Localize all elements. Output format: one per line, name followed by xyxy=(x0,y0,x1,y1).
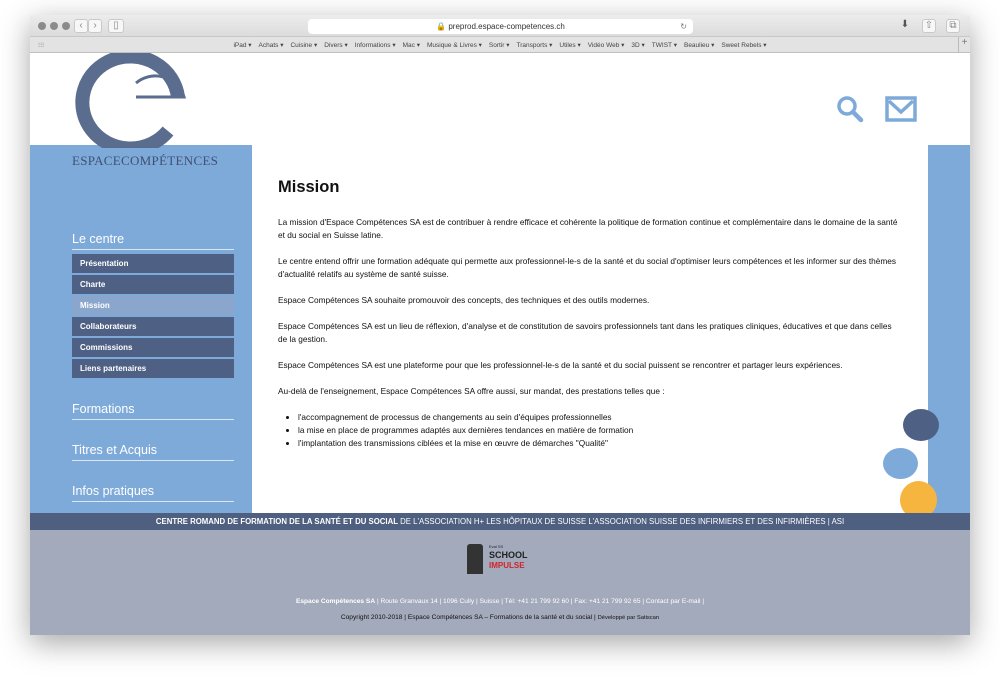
sidebar-item-charte[interactable]: Charte xyxy=(72,275,234,294)
new-tab-button[interactable]: + xyxy=(958,37,970,52)
contact-link[interactable]: Contact par E-mail xyxy=(645,598,701,605)
sidebar-item-mission[interactable]: Mission xyxy=(72,296,234,315)
minimize-button[interactable] xyxy=(50,22,58,30)
forward-button[interactable]: › xyxy=(88,19,102,33)
footer-copyright: Copyright 2010-2018 | Espace Compétences SA – Formations de la santé et du social | Développé par Satiscan xyxy=(340,614,660,621)
list-item: • l'accompagnement de processus de changements au sein d'équipes professionnelles xyxy=(298,411,902,424)
download-icon[interactable]: ⬇ xyxy=(900,19,910,30)
sidebar xyxy=(30,145,252,513)
mail-icon[interactable] xyxy=(885,96,917,122)
sidebar-section-infos[interactable]: Infos pratiques xyxy=(72,484,234,502)
list-item: • la mise en place de programmes adaptés aux dernières tendances en matière de formation xyxy=(298,424,902,437)
page-title: Mission xyxy=(278,178,340,196)
bookmark[interactable]: Divers ▾ xyxy=(324,41,348,49)
sidebar-item-liens-partenaires[interactable]: Liens partenaires xyxy=(72,359,234,378)
url-text: preprod.espace-competences.ch xyxy=(448,22,565,31)
sidebar-section-formations[interactable]: Formations xyxy=(72,402,234,420)
web-page xyxy=(30,53,970,635)
bookmark[interactable]: Vidéo Web ▾ xyxy=(587,41,625,49)
sidebar-item-commissions[interactable]: Commissions xyxy=(72,338,234,357)
bookmark[interactable]: Beaulieu ▾ xyxy=(683,41,715,49)
grid-icon[interactable]: ⁝⁝⁝ xyxy=(38,41,45,49)
zoom-button[interactable] xyxy=(62,22,70,30)
tabs-icon[interactable]: ⧉ xyxy=(946,19,960,33)
reload-icon[interactable]: ↻ xyxy=(680,22,687,31)
paragraph: Espace Compétences SA est une plateforme pour que les professionnel-le-s de la santé et du social puissent se rencontrer et partager leurs expériences. xyxy=(278,360,843,370)
search-icon[interactable] xyxy=(836,95,864,123)
address-bar[interactable]: 🔒 preprod.espace-competences.ch ↻ xyxy=(308,19,693,34)
main-content xyxy=(252,145,928,513)
title-bar xyxy=(30,15,970,37)
bookmark[interactable]: Sortir ▾ xyxy=(488,41,510,49)
bookmark[interactable]: 3D ▾ xyxy=(631,41,645,49)
footer-address: Espace Compétences SA | Route Granvaux 14 | 1096 Cully | Suisse | Tél: +41 21 799 92 60 | Fax: +41 21 799 92 65 | Contact par E-mail | xyxy=(295,598,705,605)
association-band: CENTRE ROMAND DE FORMATION DE LA SANTÉ ET DU SOCIAL DE L'ASSOCIATION H+ LES HÔPITAUX DE SUISSE L'ASSOCIATION SUISSE DES INFIRMIERS ET DES INFIRMIÈRES | ASI xyxy=(30,513,970,530)
paragraph: Au-delà de l'enseignement, Espace Compétences SA offre aussi, sur mandat, des prestations telles que : xyxy=(278,386,665,396)
paragraph: Espace Compétences SA souhaite promouvoir des concepts, des techniques et des outils modernes. xyxy=(278,295,650,305)
bookmark[interactable]: Informations ▾ xyxy=(354,41,396,49)
paragraph: Le centre entend offrir une formation adéquate qui permette aux professionnel-le-s de la santé et du social d'optimiser leurs compétences et les informer sur des thèmes d'actualité relatifs au système de santé suisse. xyxy=(278,256,897,279)
logo-text-competences: COMPÉTENCES xyxy=(121,153,219,168)
bookmark[interactable]: Cuisine ▾ xyxy=(290,41,318,49)
school-impulse-logo[interactable]: Eval SS SCHOOL IMPULSE xyxy=(467,544,537,580)
browser-window xyxy=(30,15,970,635)
sidebar-item-collaborateurs[interactable]: Collaborateurs xyxy=(72,317,234,336)
logo-text-espace: ESPACE xyxy=(72,153,122,168)
sidebar-item-presentation[interactable]: Présentation xyxy=(72,254,234,273)
bookmark[interactable]: Musique & Livres ▾ xyxy=(426,41,482,49)
right-strip xyxy=(928,145,970,513)
close-button[interactable] xyxy=(38,22,46,30)
developer-link[interactable]: Développé par Satiscan xyxy=(597,615,660,621)
sidebar-section-le-centre[interactable]: Le centre xyxy=(72,232,234,250)
sidebar-section-titres[interactable]: Titres et Acquis xyxy=(72,443,234,461)
paragraph: La mission d'Espace Compétences SA est de contribuer à rendre efficace et cohérente la politique de formation continue et complémentaire dans le domaine de la santé et du social en Suisse latine. xyxy=(278,217,898,240)
decorative-bubble xyxy=(882,447,919,480)
back-button[interactable]: ‹ xyxy=(74,19,88,33)
bookmark[interactable]: TWIST ▾ xyxy=(651,41,677,49)
logo-text xyxy=(72,153,218,169)
bookmark[interactable]: Transports ▾ xyxy=(516,41,553,49)
bookmark[interactable]: Mac ▾ xyxy=(402,41,420,49)
paragraph: Espace Compétences SA est un lieu de réflexion, d'analyse et de constitution de savoirs professionnels tant dans les pratiques cliniques, éducatives et que dans celles de la gestion. xyxy=(278,321,892,344)
bookmark[interactable]: iPad ▾ xyxy=(233,41,252,49)
bookmarks-bar xyxy=(30,37,970,53)
bookmark[interactable]: Sweet Rebels ▾ xyxy=(721,41,767,49)
services-list xyxy=(298,411,902,450)
sidebar-toggle-icon[interactable]: ▯ xyxy=(108,19,124,33)
list-item: • l'implantation des transmissions ciblées et la mise en œuvre de démarches "Qualité" xyxy=(298,437,902,450)
share-icon[interactable]: ⇧ xyxy=(922,19,936,33)
bookmark[interactable]: Achats ▾ xyxy=(258,41,284,49)
espace-competences-logo[interactable] xyxy=(72,53,192,148)
bookmark[interactable]: Utiles ▾ xyxy=(559,41,581,49)
decorative-bubble xyxy=(903,409,939,441)
footer xyxy=(30,530,970,635)
